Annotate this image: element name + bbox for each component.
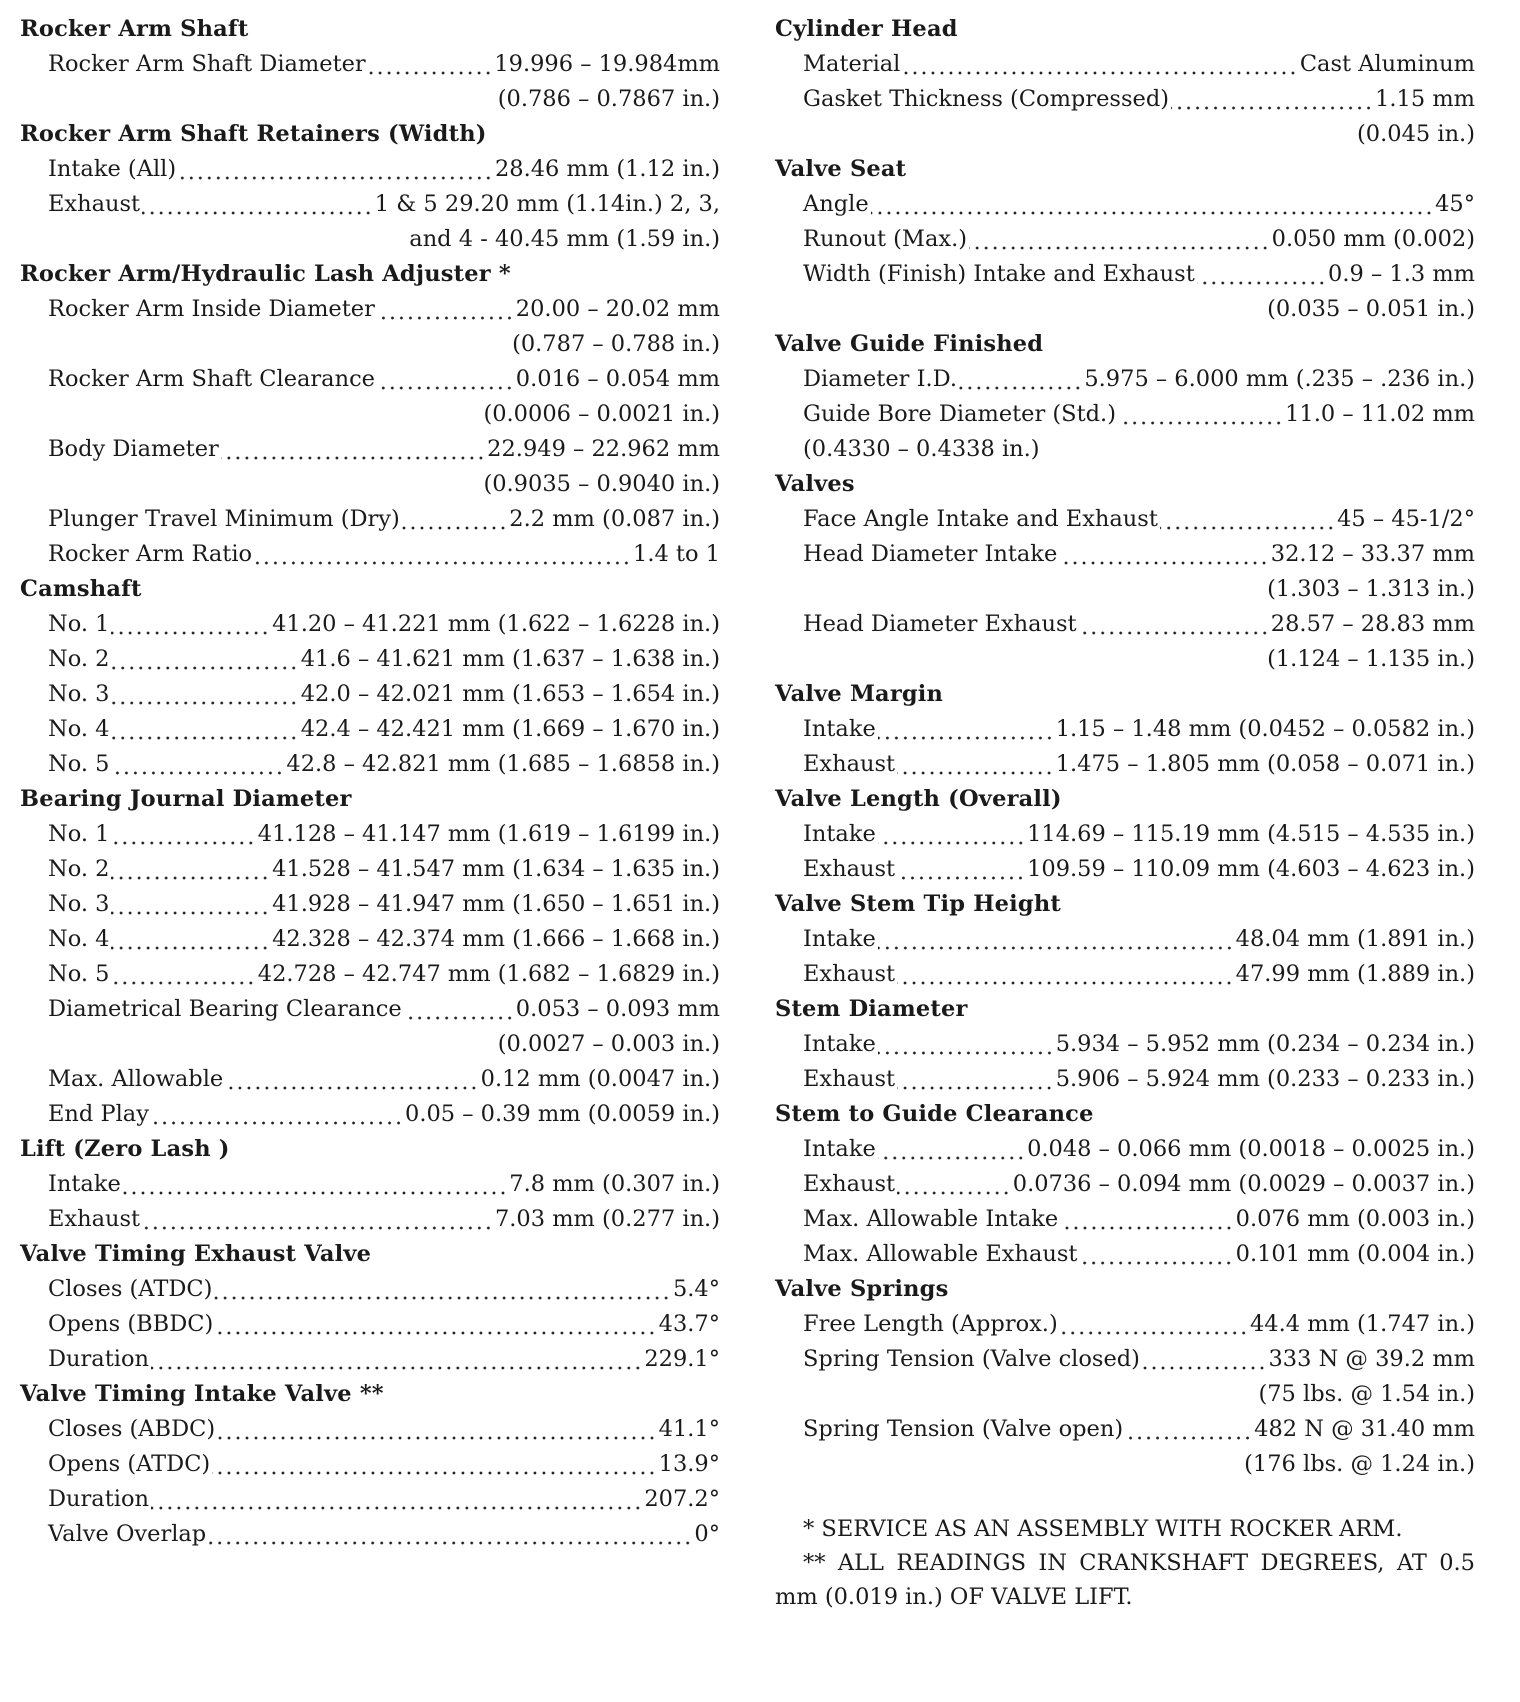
spec-value: Cast Aluminum <box>1299 51 1475 77</box>
dot-leader <box>212 1447 656 1482</box>
spec-label: Width (Finish) Intake and Exhaust <box>803 261 1195 287</box>
dot-leader <box>878 1027 1054 1062</box>
spec-row <box>20 992 720 1027</box>
spec-value-continued: and 4 - 40.45 mm (1.59 in.) <box>409 226 720 252</box>
spec-row <box>775 47 1475 82</box>
spec-label: Diameter I.D. <box>803 366 957 392</box>
spec-value: 1.4 to 1 <box>633 541 720 567</box>
spec-label: Max. Allowable <box>48 1066 224 1092</box>
dot-leader <box>1197 257 1326 292</box>
spec-value: 41.6 – 41.621 mm (1.637 – 1.638 in.) <box>300 646 720 672</box>
spec-row <box>775 82 1475 117</box>
spec-value: 1.15 mm <box>1375 86 1475 112</box>
spec-value: 28.57 – 28.83 mm <box>1270 611 1475 637</box>
spec-row <box>20 1482 720 1517</box>
dot-leader <box>1142 1342 1267 1377</box>
spec-row <box>775 222 1475 257</box>
spec-row <box>20 292 720 327</box>
spec-row <box>20 607 720 642</box>
spec-value: 41.20 – 41.221 mm (1.622 – 1.6228 in.) <box>272 611 720 637</box>
spec-value: 0.050 mm (0.002) <box>1271 226 1475 252</box>
dot-leader <box>878 1132 1025 1167</box>
spec-value: 1.475 – 1.805 mm (0.058 – 0.071 in.) <box>1055 751 1475 777</box>
spec-label: Max. Allowable Exhaust <box>803 1241 1078 1267</box>
spec-label: Exhaust <box>803 1171 896 1197</box>
spec-value-continued: (75 lbs. @ 1.54 in.) <box>1258 1381 1475 1407</box>
spec-value: 1 & 5 29.20 mm (1.14in.) 2, 3, <box>374 191 720 217</box>
spec-row <box>20 187 720 222</box>
spec-value-continued: (176 lbs. @ 1.24 in.) <box>1244 1451 1475 1477</box>
spec-label: Closes (ABDC) <box>48 1416 216 1442</box>
spec-value-note: (0.4330 – 0.4338 in.) <box>803 436 1040 462</box>
spec-row <box>775 607 1475 642</box>
spec-value: 5.975 – 6.000 mm (.235 – .236 in.) <box>1084 366 1475 392</box>
spec-label: Intake <box>803 1136 876 1162</box>
spec-row <box>775 1132 1475 1167</box>
dot-leader <box>142 1202 493 1237</box>
spec-row <box>20 1412 720 1447</box>
dot-leader <box>871 187 1433 222</box>
dot-leader <box>1060 1202 1233 1237</box>
spec-label: Rocker Arm Ratio <box>48 541 253 567</box>
spec-value: 28.46 mm (1.12 in.) <box>494 156 720 182</box>
spec-label: Spring Tension (Valve open) <box>803 1416 1124 1442</box>
dot-leader <box>221 432 485 467</box>
spec-row <box>20 362 720 397</box>
dot-leader <box>111 747 284 782</box>
dot-leader <box>111 712 298 747</box>
dot-leader <box>111 817 255 852</box>
dot-leader <box>897 1167 1011 1202</box>
spec-row <box>20 537 720 572</box>
dot-leader <box>1079 1237 1233 1272</box>
dot-leader <box>111 852 270 887</box>
section-title: Valves <box>775 471 855 497</box>
spec-value: 5.4° <box>672 1276 720 1302</box>
spec-row <box>775 1237 1475 1272</box>
spec-row <box>775 362 1475 397</box>
dot-leader <box>1160 502 1335 537</box>
spec-row <box>20 712 720 747</box>
spec-label: Material <box>803 51 901 77</box>
section-title: Valve Timing Exhaust Valve <box>20 1241 372 1267</box>
spec-value: 5.906 – 5.924 mm (0.233 – 0.233 in.) <box>1055 1066 1475 1092</box>
spec-row <box>775 712 1475 747</box>
footnote-crankshaft-degrees: ** ALL READINGS IN CRANKSHAFT DEGREES, AT 0.5 mm (0.019 in.) OF VALVE LIFT. <box>775 1550 1475 1610</box>
spec-row <box>20 887 720 922</box>
spec-row <box>20 922 720 957</box>
spec-label: Intake <box>803 926 876 952</box>
spec-value: 229.1° <box>644 1346 720 1372</box>
spec-value: 207.2° <box>644 1486 720 1512</box>
spec-label: Intake <box>803 716 876 742</box>
section-title: Stem Diameter <box>775 996 968 1022</box>
spec-value-continued: (0.045 in.) <box>1357 121 1475 147</box>
spec-label: Guide Bore Diameter (Std.) <box>803 401 1116 427</box>
spec-value-continued: (0.0006 – 0.0021 in.) <box>483 401 720 427</box>
section-title: Cylinder Head <box>775 16 958 42</box>
spec-label: Rocker Arm Inside Diameter <box>48 296 375 322</box>
spec-value: 42.728 – 42.747 mm (1.682 – 1.6829 in.) <box>257 961 720 987</box>
spec-value-continued: (0.9035 – 0.9040 in.) <box>483 471 720 497</box>
spec-label: Spring Tension (Valve closed) <box>803 1346 1140 1372</box>
spec-value: 13.9° <box>658 1451 720 1477</box>
section-title: Valve Stem Tip Height <box>775 891 1061 917</box>
spec-value: 109.59 – 110.09 mm (4.603 – 4.623 in.) <box>1027 856 1475 882</box>
spec-row <box>775 397 1475 432</box>
spec-value: 42.4 – 42.421 mm (1.669 – 1.670 in.) <box>300 716 720 742</box>
spec-value-continued: (0.786 – 0.7867 in.) <box>497 86 720 112</box>
spec-label: Max. Allowable Intake <box>803 1206 1059 1232</box>
spec-row <box>20 1062 720 1097</box>
section-title: Valve Length (Overall) <box>775 786 1062 812</box>
spec-row <box>20 1517 720 1552</box>
spec-value: 0.048 – 0.066 mm (0.0018 – 0.0025 in.) <box>1027 1136 1475 1162</box>
spec-value: 0.101 mm (0.004 in.) <box>1235 1241 1475 1267</box>
spec-row <box>775 537 1475 572</box>
spec-label: Closes (ATDC) <box>48 1276 213 1302</box>
section-title: Valve Timing Intake Valve ** <box>20 1381 384 1407</box>
dot-leader <box>111 607 270 642</box>
dot-leader <box>1118 397 1283 432</box>
spec-row <box>20 747 720 782</box>
spec-label: End Play <box>48 1101 149 1127</box>
dot-leader <box>111 642 298 677</box>
spec-label: Plunger Travel Minimum (Dry) <box>48 506 400 532</box>
spec-row <box>20 957 720 992</box>
dot-leader <box>878 817 1025 852</box>
dot-leader <box>214 1272 671 1307</box>
spec-row <box>775 1027 1475 1062</box>
section-title: Bearing Journal Diameter <box>20 786 352 812</box>
spec-label: Angle <box>803 191 869 217</box>
spec-value: 42.8 – 42.821 mm (1.685 – 1.6858 in.) <box>286 751 720 777</box>
right-column <box>775 12 1475 1482</box>
dot-leader <box>1079 607 1269 642</box>
dot-leader <box>377 292 514 327</box>
spec-row <box>775 502 1475 537</box>
spec-row <box>20 47 720 82</box>
dot-leader <box>111 957 255 992</box>
spec-label: No. 1 <box>48 611 110 637</box>
spec-value: 2.2 mm (0.087 in.) <box>509 506 720 532</box>
spec-label: Runout (Max.) <box>803 226 968 252</box>
spec-label: Exhaust <box>48 191 141 217</box>
spec-label: No. 2 <box>48 646 110 672</box>
section-title: Rocker Arm Shaft <box>20 16 249 42</box>
dot-leader <box>225 1062 478 1097</box>
spec-value: 22.949 – 22.962 mm <box>487 436 720 462</box>
spec-label: Intake (All) <box>48 156 177 182</box>
dot-leader <box>368 47 493 82</box>
section-title: Valve Seat <box>775 156 907 182</box>
spec-row <box>20 1342 720 1377</box>
spec-label: Opens (BBDC) <box>48 1311 214 1337</box>
spec-row <box>775 1062 1475 1097</box>
section-title: Valve Margin <box>775 681 944 707</box>
dot-leader <box>897 852 1025 887</box>
spec-label: Exhaust <box>803 751 896 777</box>
spec-label: Diametrical Bearing Clearance <box>48 996 402 1022</box>
spec-value: 0.076 mm (0.003 in.) <box>1235 1206 1475 1232</box>
spec-label: Exhaust <box>803 856 896 882</box>
dot-leader <box>897 1062 1054 1097</box>
spec-value-continued: (1.303 – 1.313 in.) <box>1267 576 1475 602</box>
spec-value: 48.04 mm (1.891 in.) <box>1235 926 1475 952</box>
spec-label: Gasket Thickness (Compressed) <box>803 86 1169 112</box>
spec-label: Head Diameter Exhaust <box>803 611 1077 637</box>
spec-row <box>775 922 1475 957</box>
spec-row <box>775 957 1475 992</box>
spec-label: Exhaust <box>803 961 896 987</box>
spec-value: 41.528 – 41.547 mm (1.634 – 1.635 in.) <box>272 856 720 882</box>
dot-leader <box>897 747 1054 782</box>
spec-row <box>20 1097 720 1132</box>
spec-value: 44.4 mm (1.747 in.) <box>1249 1311 1475 1337</box>
dot-leader <box>142 187 373 222</box>
spec-value: 333 N @ 39.2 mm <box>1268 1346 1475 1372</box>
spec-value: 0.053 – 0.093 mm <box>515 996 720 1022</box>
spec-row <box>775 852 1475 887</box>
spec-row <box>20 1307 720 1342</box>
dot-leader <box>402 502 507 537</box>
spec-row <box>20 432 720 467</box>
dot-leader <box>208 1517 692 1552</box>
spec-row <box>775 1307 1475 1342</box>
spec-value: 41.1° <box>658 1416 720 1442</box>
spec-value: 19.996 – 19.984mm <box>494 51 720 77</box>
spec-label: Rocker Arm Shaft Diameter <box>48 51 366 77</box>
spec-label: Valve Overlap <box>48 1521 207 1547</box>
spec-label: No. 4 <box>48 926 110 952</box>
dot-leader <box>151 1342 642 1377</box>
dot-leader <box>1171 82 1373 117</box>
spec-value: 0.12 mm (0.0047 in.) <box>480 1066 720 1092</box>
spec-label: Face Angle Intake and Exhaust <box>803 506 1158 532</box>
spec-row <box>20 817 720 852</box>
spec-row <box>20 1167 720 1202</box>
spec-row <box>775 257 1475 292</box>
section-title: Stem to Guide Clearance <box>775 1101 1094 1127</box>
spec-row <box>775 817 1475 852</box>
spec-row <box>20 852 720 887</box>
spec-row <box>20 642 720 677</box>
spec-label: Body Diameter <box>48 436 219 462</box>
spec-value: 7.03 mm (0.277 in.) <box>494 1206 720 1232</box>
spec-label: No. 2 <box>48 856 110 882</box>
dot-leader <box>111 922 270 957</box>
dot-leader <box>902 47 1297 82</box>
dot-leader <box>215 1307 656 1342</box>
dot-leader <box>254 537 631 572</box>
section-title: Rocker Arm/Hydraulic Lash Adjuster * <box>20 261 511 287</box>
spec-row <box>775 1167 1475 1202</box>
dot-leader <box>217 1412 657 1447</box>
dot-leader <box>878 712 1054 747</box>
spec-value-continued: (0.787 – 0.788 in.) <box>512 331 720 357</box>
spec-value: 41.128 – 41.147 mm (1.619 – 1.6199 in.) <box>257 821 720 847</box>
spec-value: 7.8 mm (0.307 in.) <box>509 1171 720 1197</box>
spec-value-continued: (0.035 – 0.051 in.) <box>1267 296 1475 322</box>
dot-leader <box>151 1482 642 1517</box>
spec-value: 47.99 mm (1.889 in.) <box>1235 961 1475 987</box>
spec-value: 0.9 – 1.3 mm <box>1328 261 1475 287</box>
spec-row <box>20 502 720 537</box>
spec-value: 32.12 – 33.37 mm <box>1270 541 1475 567</box>
footnote-assembly: * SERVICE AS AN ASSEMBLY WITH ROCKER ARM. <box>803 1516 1403 1542</box>
spec-value: 1.15 – 1.48 mm (0.0452 – 0.0582 in.) <box>1055 716 1475 742</box>
dot-leader <box>1125 1412 1252 1447</box>
dot-leader <box>111 677 298 712</box>
spec-row <box>775 747 1475 782</box>
dot-leader <box>969 222 1270 257</box>
spec-label: Rocker Arm Shaft Clearance <box>48 366 375 392</box>
dot-leader <box>151 1097 403 1132</box>
spec-label: Intake <box>48 1171 121 1197</box>
spec-label: Intake <box>803 1031 876 1057</box>
footnotes <box>775 1512 1475 1614</box>
spec-row <box>20 677 720 712</box>
dot-leader <box>178 152 493 187</box>
spec-label: No. 1 <box>48 821 110 847</box>
spec-row <box>20 1202 720 1237</box>
spec-label: Opens (ATDC) <box>48 1451 211 1477</box>
spec-label: No. 4 <box>48 716 110 742</box>
spec-value: 45° <box>1435 191 1475 217</box>
dot-leader <box>1060 1307 1248 1342</box>
spec-label: Intake <box>803 821 876 847</box>
dot-leader <box>111 887 270 922</box>
dot-leader <box>123 1167 507 1202</box>
spec-value: 0° <box>694 1521 720 1547</box>
section-title: Valve Springs <box>775 1276 949 1302</box>
section-title: Valve Guide Finished <box>775 331 1044 357</box>
spec-label: No. 5 <box>48 751 110 777</box>
spec-row <box>775 1412 1475 1447</box>
spec-label: No. 5 <box>48 961 110 987</box>
spec-row <box>775 1342 1475 1377</box>
spec-value: 114.69 – 115.19 mm (4.515 – 4.535 in.) <box>1027 821 1475 847</box>
spec-label: Head Diameter Intake <box>803 541 1058 567</box>
spec-value: 482 N @ 31.40 mm <box>1254 1416 1475 1442</box>
spec-value: 41.928 – 41.947 mm (1.650 – 1.651 in.) <box>272 891 720 917</box>
spec-label: Exhaust <box>803 1066 896 1092</box>
spec-row <box>20 1447 720 1482</box>
dot-leader <box>959 362 1082 397</box>
spec-value: 42.0 – 42.021 mm (1.653 – 1.654 in.) <box>300 681 720 707</box>
dot-leader <box>878 922 1234 957</box>
spec-value: 0.0736 – 0.094 mm (0.0029 – 0.0037 in.) <box>1012 1171 1475 1197</box>
spec-value: 43.7° <box>658 1311 720 1337</box>
spec-value-continued: (0.0027 – 0.003 in.) <box>497 1031 720 1057</box>
left-column <box>20 12 720 1552</box>
spec-value: 0.016 – 0.054 mm <box>515 366 720 392</box>
spec-label: No. 3 <box>48 681 110 707</box>
spec-row <box>20 1272 720 1307</box>
spec-value-continued: (1.124 – 1.135 in.) <box>1267 646 1475 672</box>
spec-row <box>775 187 1475 222</box>
dot-leader <box>897 957 1234 992</box>
section-title: Rocker Arm Shaft Retainers (Width) <box>20 121 487 147</box>
spec-label: Duration <box>48 1486 149 1512</box>
spec-value: 5.934 – 5.952 mm (0.234 – 0.234 in.) <box>1055 1031 1475 1057</box>
spec-label: Exhaust <box>48 1206 141 1232</box>
dot-leader <box>377 362 514 397</box>
spec-value: 0.05 – 0.39 mm (0.0059 in.) <box>405 1101 720 1127</box>
spec-label: Duration <box>48 1346 149 1372</box>
spec-row <box>775 1202 1475 1237</box>
spec-value: 45 – 45-1/2° <box>1337 506 1475 532</box>
spec-value: 20.00 – 20.02 mm <box>515 296 720 322</box>
section-title: Lift (Zero Lash ) <box>20 1136 230 1162</box>
dot-leader <box>1059 537 1269 572</box>
spec-value: 11.0 – 11.02 mm <box>1285 401 1475 427</box>
spec-row <box>20 152 720 187</box>
spec-value: 42.328 – 42.374 mm (1.666 – 1.668 in.) <box>272 926 720 952</box>
spec-label: Free Length (Approx.) <box>803 1311 1058 1337</box>
dot-leader <box>404 992 514 1027</box>
section-title: Camshaft <box>20 576 142 602</box>
spec-label: No. 3 <box>48 891 110 917</box>
